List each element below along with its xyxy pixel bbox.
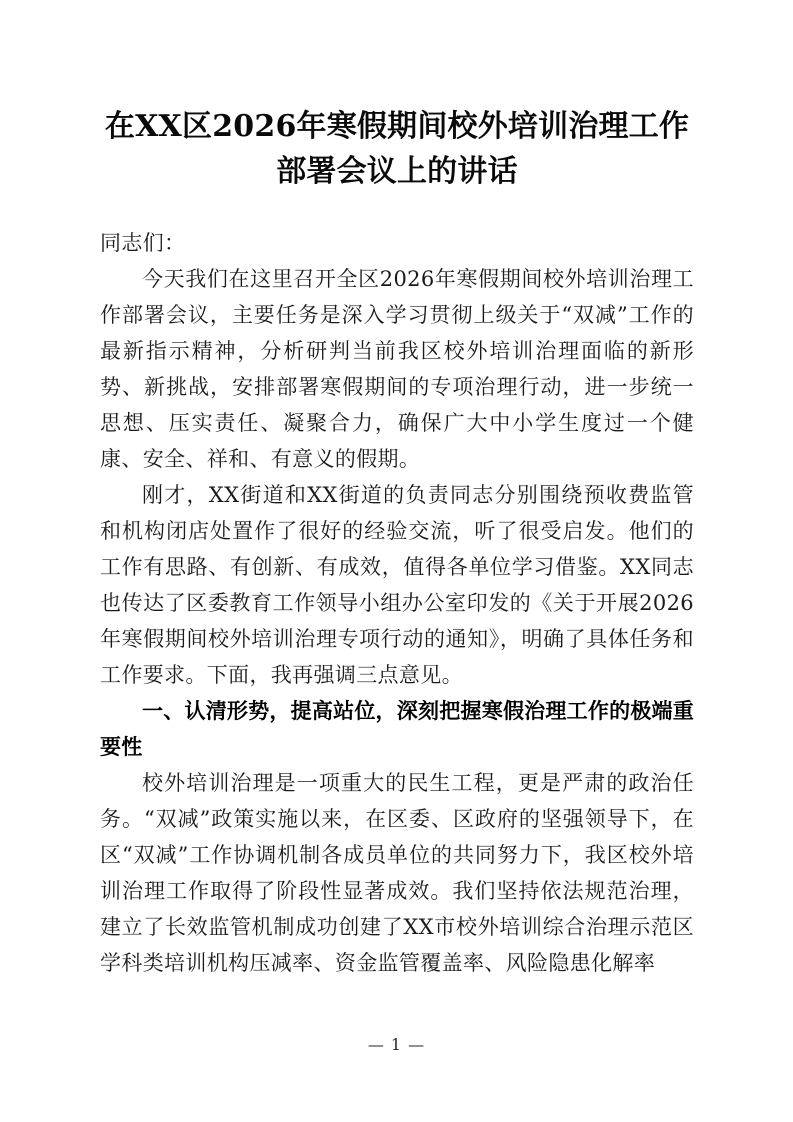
page-number-footer: — 1 — [367, 1035, 426, 1054]
paragraph: 刚才，XX街道和XX街道的负责同志分别围绕预收费监管和机构闭店处置作了很好的经验交流，听了很受启发。他们的工作有思路、有创新、有成效，值得各单位学习借鉴。XX同志也传达了区委教育工作领导小组办公室印发的《关于开展2026年寒假期间校外培训治理专项行动的通知》，明确了具体任务和工作要求。下面，我再强调三点意见。 [100, 483, 694, 687]
paragraph: 校外培训治理是一项重大的民生工程，更是严肃的政治任务。“双减”政策实施以来，在区委、区政府的坚强领导下，在区“双减”工作协调机制各成员单位的共同努力下，我区校外培训治理工作取得了阶段性显著成效。我们坚持依法规范治理，建立了长效监管机制成功创建了XX市校外培训综合治理示范区学科类培训机构压减率、资金监管覆盖率、风险隐患化解率 [100, 771, 694, 975]
salutation: 同志们： [100, 231, 186, 255]
section-heading: 一、认清形势，提高站位，深刻把握寒假治理工作的极端重要性 [100, 699, 694, 759]
paragraph: 今天我们在这里召开全区2026年寒假期间校外培训治理工作部署会议，主要任务是深入学习贯彻上级关于“双减”工作的最新指示精神，分析研判当前我区校外培训治理面临的新形势、新挑战，安排部署寒假期间的专项治理行动，进一步统一思想、压实责任、凝聚合力，确保广大中小学生度过一个健康、安全、祥和、有意义的假期。 [100, 267, 694, 471]
page-title: 在XX区2026年寒假期间校外培训治理工作部署会议上的讲话 [104, 109, 690, 189]
document-body [100, 225, 694, 981]
